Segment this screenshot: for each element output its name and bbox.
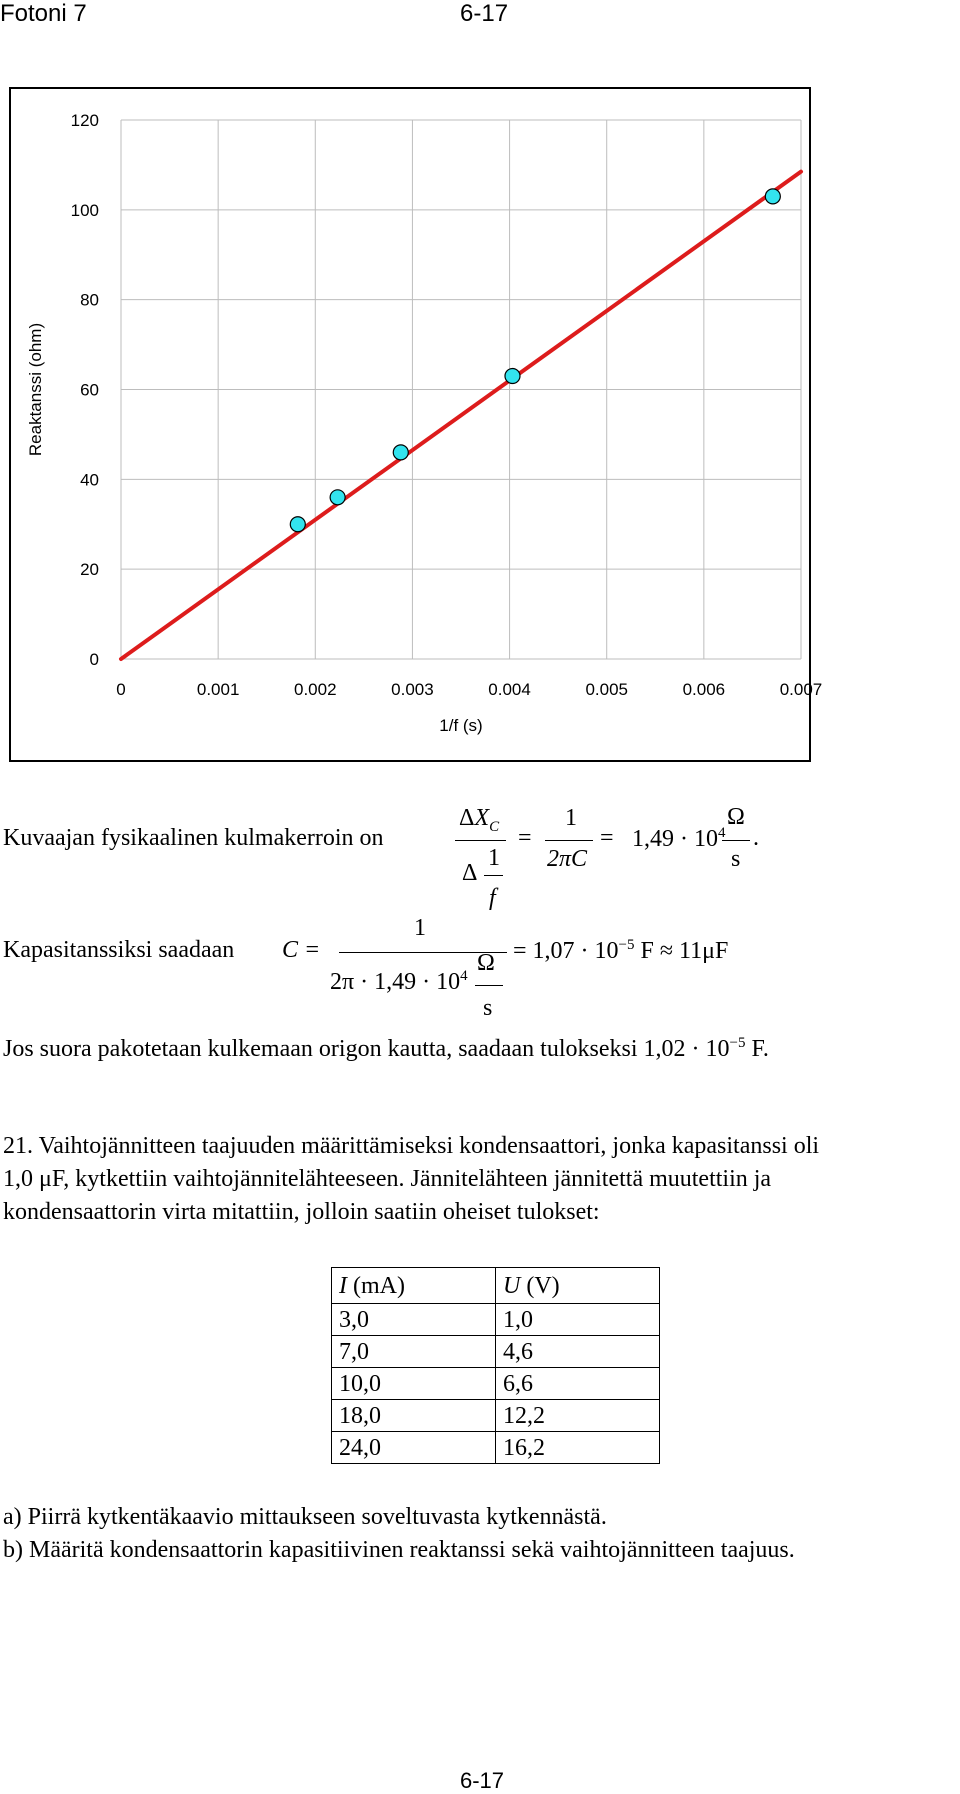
eq1-equals-1: =: [518, 825, 532, 851]
origin-fit-exponent: −5: [729, 1035, 746, 1051]
x-tick-label: 0.002: [294, 680, 337, 699]
y-tick-label: 120: [70, 111, 99, 130]
voltage-symbol: U: [503, 1272, 521, 1299]
data-point: [505, 369, 520, 384]
voltage-unit: (V): [520, 1272, 560, 1299]
x-tick-label: 0.003: [391, 680, 434, 699]
eq1-unit-s: s: [731, 846, 741, 872]
eq2-denominator-value: 2π · 1,49 · 10: [330, 969, 461, 995]
eq1-delta-bottom: Δ: [462, 860, 478, 886]
table-row: [332, 1304, 660, 1336]
table-header-row: [332, 1268, 660, 1304]
eq2-numerator: 1: [414, 915, 426, 941]
table-cell: 1,0: [496, 1304, 660, 1336]
y-tick-label: 40: [80, 470, 99, 490]
current-symbol: I: [339, 1272, 347, 1299]
eq2-denominator-exponent: 4: [460, 968, 468, 984]
eq1-one: 1: [565, 805, 577, 831]
footer-page-number: 6-17: [460, 1768, 505, 1793]
task-line-3: kondensaattorin virta mitattiin, jolloin saatiin oheiset tulokset:: [3, 1199, 600, 1225]
eq2-c-equals: C =: [282, 937, 321, 963]
y-tick-label: 0: [89, 650, 99, 669]
y-axis-label: Reaktanssi (ohm): [26, 322, 45, 457]
eq1-unit-ohm: Ω: [727, 804, 745, 830]
eq1-equals-2: =: [600, 825, 614, 851]
x-tick-label: 0.007: [779, 680, 823, 699]
eq2-result-unit: F ≈ 11μF: [640, 938, 729, 964]
eq2-unit-ohm: Ω: [477, 950, 495, 976]
eq1-x-symbol: X: [474, 805, 490, 831]
eq1-period: .: [753, 825, 759, 851]
table-row: [332, 1368, 660, 1400]
x-tick-label: 0.004: [488, 680, 531, 699]
table-row: [332, 1400, 660, 1432]
header-title: Fotoni 7: [0, 0, 87, 27]
table-cell: 24,0: [332, 1432, 496, 1464]
table-cell: 16,2: [496, 1432, 660, 1464]
measurement-table: [331, 1267, 660, 1464]
eq1-unit-fraction-bar: [722, 840, 750, 841]
eq2-denominator: [330, 968, 468, 996]
eq2-result-value: = 1,07 · 10: [513, 938, 619, 964]
eq1-delta-x: [459, 805, 499, 836]
x-tick-label: 0.001: [196, 680, 240, 699]
data-point: [290, 517, 305, 532]
eq1-main-fraction-bar: [455, 840, 506, 841]
table-cell: 18,0: [332, 1400, 496, 1432]
x-axis-label: 1/f (s): [439, 716, 483, 735]
y-tick-label: 100: [70, 200, 99, 220]
eq1-f-symbol: f: [489, 885, 496, 911]
data-point: [393, 445, 408, 460]
fit-line: [121, 172, 801, 659]
table-header-voltage: [496, 1268, 660, 1304]
eq1-delta-symbol: Δ: [459, 805, 475, 831]
eq1-second-fraction-bar: [545, 840, 593, 841]
y-tick-label: 80: [80, 290, 99, 310]
table-cell: 12,2: [496, 1400, 660, 1432]
eq2-result: [513, 937, 728, 965]
y-tick-label: 60: [80, 380, 99, 400]
x-tick-label: 0: [116, 680, 126, 699]
eq1-c-subscript: C: [489, 818, 500, 835]
eq2-result-exponent: −5: [618, 937, 635, 953]
question-a: a) Piirrä kytkentäkaavio mittaukseen soveltuvasta kytkennästä.: [3, 1504, 607, 1530]
table-cell: 4,6: [496, 1336, 660, 1368]
chart-frame: [9, 87, 823, 762]
current-unit: (mA): [347, 1272, 405, 1299]
eq1-inner-fraction-bar: [484, 875, 503, 876]
x-tick-label: 0.006: [682, 680, 726, 699]
header-page-number: 6-17: [460, 0, 509, 27]
origin-fit-value: 1,02 · 10: [643, 1036, 730, 1062]
table-cell: 3,0: [332, 1304, 496, 1336]
eq2-prefix: Kapasitanssiksi saadaan: [3, 937, 235, 963]
data-point: [765, 189, 780, 204]
eq2-unit-s: s: [483, 995, 493, 1021]
reactance-chart: [11, 89, 823, 760]
question-b: b) Määritä kondensaattorin kapasitiivinen reaktanssi sekä vaihtojännitteen taajuus.: [3, 1537, 795, 1563]
table-header-current: [332, 1268, 496, 1304]
y-tick-label: 20: [80, 560, 99, 580]
eq1-two-pi-c: 2πC: [547, 846, 588, 872]
table-row: [332, 1336, 660, 1368]
task-line-2: 1,0 μF, kytkettiin vaihtojännitelähteeseen. Jännitelähteen jännitettä muutettiin ja: [3, 1166, 772, 1192]
eq1-prefix: Kuvaajan fysikaalinen kulmakerroin on: [3, 825, 384, 851]
table-row: [332, 1432, 660, 1464]
origin-fit-text: Jos suora pakotetaan kulkemaan origon kautta, saadaan tulokseksi: [3, 1036, 638, 1062]
table-cell: 6,6: [496, 1368, 660, 1400]
eq1-value: [632, 825, 726, 853]
eq1-value-exponent: 4: [718, 825, 726, 841]
eq1-value-mantissa: 1,49 · 10: [632, 826, 718, 852]
eq2-unit-fraction-bar: [475, 985, 503, 986]
origin-fit-sentence: [3, 1035, 769, 1063]
data-point: [330, 490, 345, 505]
x-tick-label: 0.005: [585, 680, 628, 699]
table-cell: 10,0: [332, 1368, 496, 1400]
task-line-1: 21. Vaihtojännitteen taajuuden määrittämiseksi kondensaattori, jonka kapasitanssi oli: [3, 1133, 820, 1159]
eq1-inner-one: 1: [488, 845, 500, 871]
table-cell: 7,0: [332, 1336, 496, 1368]
origin-fit-unit: F.: [751, 1036, 769, 1062]
